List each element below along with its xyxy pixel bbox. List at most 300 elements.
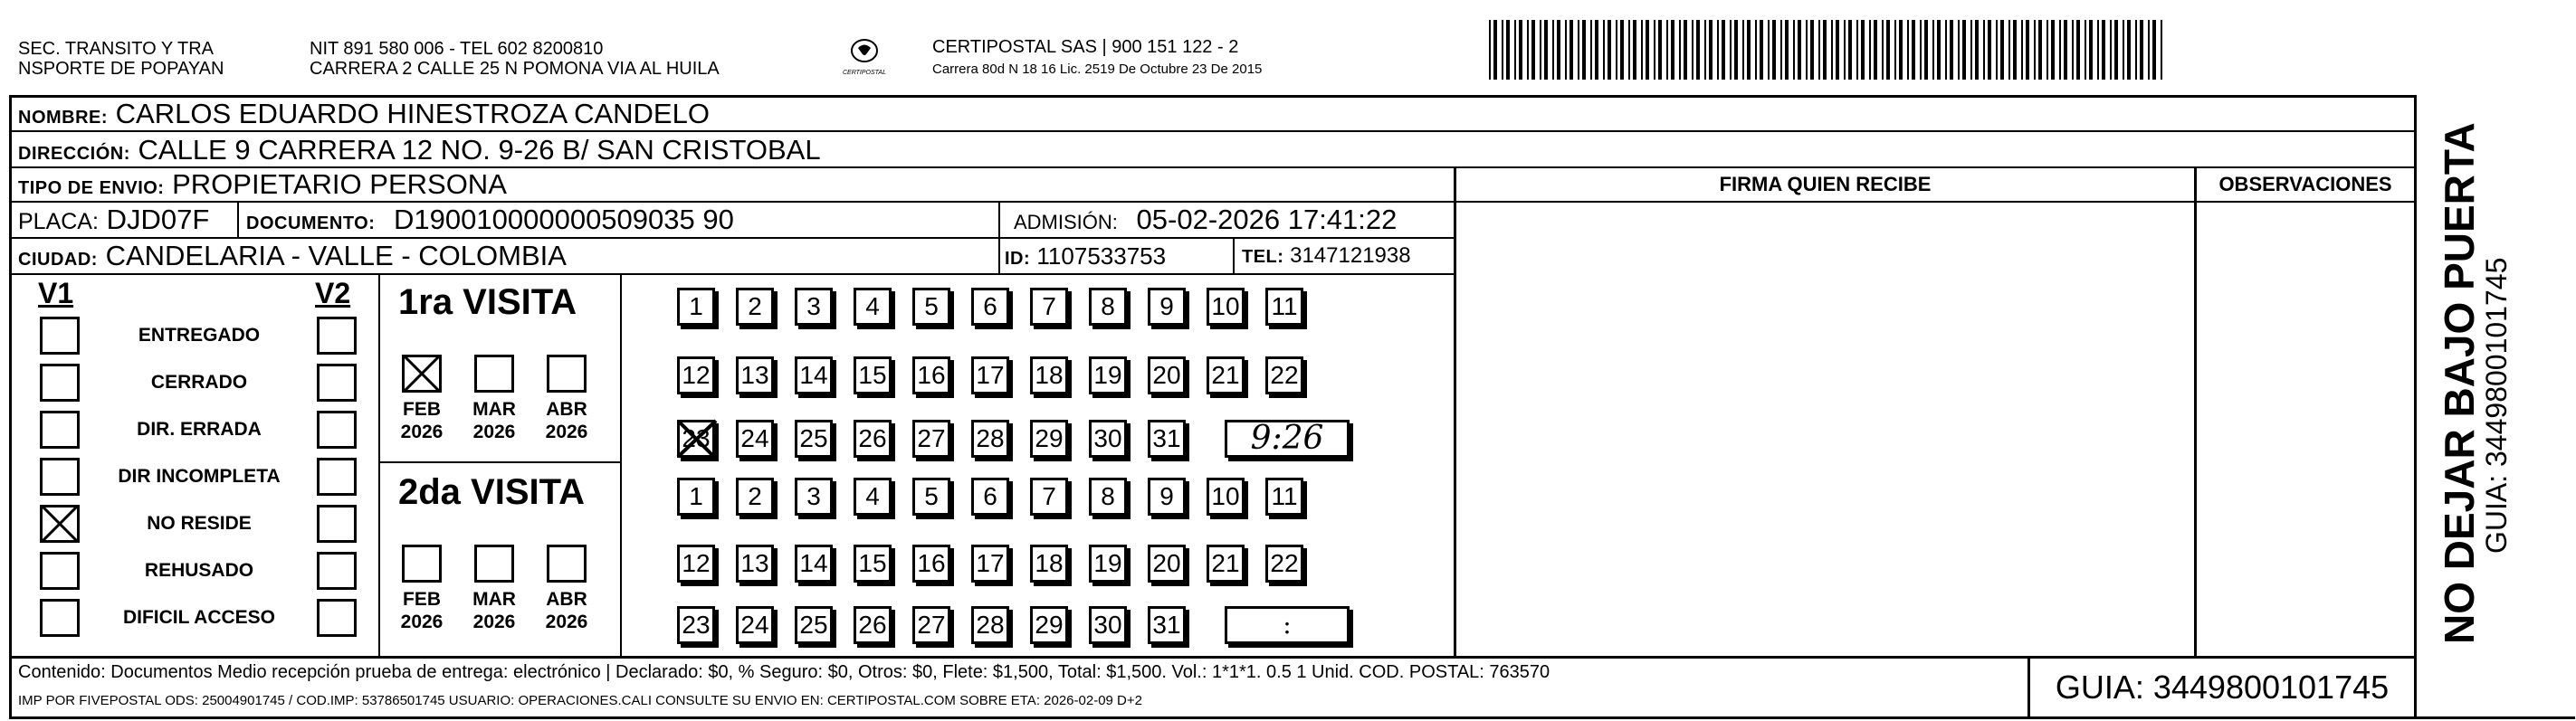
first-visit-day[interactable] bbox=[912, 356, 950, 394]
day-number: 5 bbox=[924, 292, 939, 320]
month-year: 2026 bbox=[472, 422, 516, 442]
day-number: 25 bbox=[799, 424, 828, 452]
recipient-phone: TEL: 3147121938 bbox=[1242, 243, 1411, 268]
admission-date: ADMISIÓN: 05-02-2026 17:41:22 bbox=[1014, 204, 1398, 235]
barcode-bar bbox=[1920, 20, 1922, 80]
day-number: 11 bbox=[1271, 292, 1298, 320]
day-number: 30 bbox=[1093, 424, 1122, 452]
sender-name-line2: NSPORTE DE POPAYAN bbox=[18, 59, 224, 79]
day-number: 16 bbox=[917, 361, 946, 389]
barcode-bar bbox=[1671, 20, 1674, 80]
signature-header: FIRMA QUIEN RECIBE bbox=[1719, 173, 1932, 195]
barcode-bar bbox=[1527, 20, 1529, 80]
barcode-bar bbox=[1704, 20, 1706, 80]
second-visit-day[interactable] bbox=[971, 606, 1009, 644]
v1-checkbox[interactable] bbox=[40, 364, 80, 402]
month-checkbox-mar[interactable] bbox=[474, 545, 514, 583]
barcode-bar bbox=[1506, 20, 1510, 80]
v2-checkbox[interactable] bbox=[317, 505, 357, 543]
day-number: 2 bbox=[748, 482, 762, 510]
month-name: MAR bbox=[472, 589, 516, 610]
recipient-city: CIUDAD: CANDELARIA - VALLE - COLOMBIA bbox=[18, 240, 567, 271]
barcode-bar bbox=[1793, 20, 1795, 80]
month-checkbox-abr[interactable] bbox=[547, 355, 587, 393]
barcode-bar bbox=[1996, 20, 1998, 80]
barcode-bar bbox=[1962, 20, 1966, 80]
barcode-bar bbox=[2013, 20, 2017, 80]
day-number: 18 bbox=[1035, 549, 1064, 577]
first-visit-day[interactable] bbox=[677, 288, 715, 326]
first-visit-day[interactable] bbox=[1207, 288, 1245, 326]
barcode-bar bbox=[2034, 20, 2036, 80]
day-number: 17 bbox=[976, 549, 1005, 577]
barcode-bar bbox=[1595, 20, 1598, 80]
first-visit-day[interactable] bbox=[1089, 288, 1127, 326]
barcode-bar bbox=[1531, 20, 1535, 80]
day-cross-mark bbox=[676, 419, 718, 460]
day-number: 31 bbox=[1152, 424, 1181, 452]
day-number: 1 bbox=[689, 292, 703, 320]
barcode-bar bbox=[2059, 20, 2061, 80]
month-year: 2026 bbox=[545, 422, 588, 442]
day-number: 14 bbox=[799, 361, 828, 389]
first-visit-day[interactable] bbox=[854, 288, 892, 326]
barcode-bar bbox=[1717, 20, 1719, 80]
v2-checkbox[interactable] bbox=[317, 552, 357, 590]
month-checkbox-feb[interactable] bbox=[402, 545, 442, 583]
day-number: 21 bbox=[1211, 361, 1240, 389]
barcode-bar bbox=[1836, 20, 1839, 80]
first-visit-day[interactable] bbox=[912, 420, 950, 458]
second-visit-day[interactable] bbox=[795, 606, 833, 644]
barcode-bar bbox=[1780, 20, 1782, 80]
print-info: IMP POR FIVEPOSTAL ODS: 25004901745 / COD.IMP: 53786501745 USUARIO: OPERACIONES.CALI CONSULTE SU ENVIO EN: CERTIPOSTAL.COM SOBRE ETA: 2026-02-09 D+2 bbox=[18, 693, 1142, 708]
first-visit-day[interactable] bbox=[912, 288, 950, 326]
day-number: 19 bbox=[1093, 361, 1122, 389]
day-number: 6 bbox=[983, 482, 997, 510]
day-number: 11 bbox=[1271, 482, 1298, 510]
barcode-bar bbox=[1856, 20, 1858, 80]
month-name: FEB bbox=[403, 589, 441, 610]
barcode-bar bbox=[1734, 20, 1738, 80]
first-visit-day[interactable] bbox=[736, 420, 774, 458]
barcode-bar bbox=[1582, 20, 1586, 80]
barcode-bar bbox=[1755, 20, 1757, 80]
month-year: 2026 bbox=[400, 422, 444, 442]
day-number: 28 bbox=[976, 424, 1005, 452]
second-visit-day[interactable] bbox=[1089, 606, 1127, 644]
day-number: 13 bbox=[740, 549, 769, 577]
barcode-bar bbox=[1932, 20, 1934, 80]
barcode bbox=[1489, 20, 2168, 80]
barcode-bar bbox=[2148, 20, 2150, 80]
second-visit-time[interactable]: : bbox=[1225, 606, 1350, 644]
carrier-line2: Carrera 80d N 18 16 Lic. 2519 De Octubre 23 De 2015 bbox=[932, 62, 1263, 77]
barcode-bar bbox=[1493, 20, 1497, 80]
recipient-id: ID: 1107533753 bbox=[1005, 242, 1167, 270]
second-visit-day[interactable] bbox=[736, 545, 774, 583]
first-visit-time[interactable]: 9:26 bbox=[1225, 420, 1350, 458]
barcode-bar bbox=[1975, 20, 1979, 80]
barcode-bar bbox=[2021, 20, 2023, 80]
barcode-bar bbox=[1970, 20, 1972, 80]
barcode-bar bbox=[2161, 20, 2162, 80]
month-year: 2026 bbox=[472, 612, 516, 632]
day-number: 20 bbox=[1152, 361, 1181, 389]
second-visit-day[interactable] bbox=[971, 478, 1009, 516]
day-number: 10 bbox=[1211, 482, 1240, 510]
first-visit-day[interactable] bbox=[1207, 356, 1245, 394]
month-label bbox=[467, 588, 521, 633]
day-number: 16 bbox=[917, 549, 946, 577]
barcode-bar bbox=[2127, 20, 2131, 80]
barcode-bar bbox=[1742, 20, 1744, 80]
second-visit-day[interactable] bbox=[854, 545, 892, 583]
status-label: DIFICIL ACCESO bbox=[122, 607, 275, 628]
barcode-bar bbox=[1692, 20, 1693, 80]
day-number: 9 bbox=[1159, 292, 1174, 320]
day-number: 8 bbox=[1101, 292, 1115, 320]
barcode-bar bbox=[1519, 20, 1522, 80]
barcode-bar bbox=[1848, 20, 1852, 80]
day-number: 18 bbox=[1035, 361, 1064, 389]
month-label bbox=[395, 588, 449, 633]
barcode-bar bbox=[1502, 20, 1503, 80]
month-name: ABR bbox=[546, 589, 587, 610]
first-visit-day[interactable] bbox=[1148, 420, 1186, 458]
barcode-bar bbox=[1747, 20, 1751, 80]
day-number: 26 bbox=[858, 424, 887, 452]
month-checkbox-feb[interactable] bbox=[402, 355, 442, 393]
second-visit-day[interactable] bbox=[971, 545, 1009, 583]
carrier-line1: CERTIPOSTAL SAS | 900 151 122 - 2 bbox=[932, 37, 1239, 57]
barcode-bar bbox=[1616, 20, 1617, 80]
barcode-bar bbox=[1684, 20, 1687, 80]
second-visit-day[interactable] bbox=[677, 545, 715, 583]
second-visit-day[interactable] bbox=[736, 478, 774, 516]
barcode-bar bbox=[1945, 20, 1947, 80]
day-number: 4 bbox=[865, 292, 880, 320]
barcode-bar bbox=[1654, 20, 1655, 80]
first-visit-day[interactable] bbox=[1148, 356, 1186, 394]
day-number: 27 bbox=[917, 611, 946, 639]
signature-area[interactable] bbox=[1456, 203, 2194, 656]
v1-checkbox[interactable] bbox=[40, 599, 80, 637]
day-number: 3 bbox=[806, 482, 821, 510]
first-visit-day[interactable] bbox=[971, 356, 1009, 394]
barcode-bar bbox=[1544, 20, 1548, 80]
barcode-bar bbox=[1785, 20, 1789, 80]
barcode-bar bbox=[1882, 20, 1884, 80]
second-visit-day[interactable] bbox=[677, 478, 715, 516]
barcode-bar bbox=[1620, 20, 1624, 80]
contents-summary: Contenido: Documentos Medio recepción prueba de entrega: electrónico | Declarado: $0, % Seguro: $0, Otros: $0, Flete: $1,500, Total: $1,500. Vol.: 1*1*1. 0.5 1 Unid. COD. POSTAL: 763570 bbox=[18, 662, 1550, 682]
barcode-bar bbox=[1722, 20, 1725, 80]
first-visit-day[interactable] bbox=[1265, 288, 1303, 326]
first-visit-day[interactable] bbox=[677, 420, 715, 458]
barcode-bar bbox=[1628, 20, 1630, 80]
day-number: 12 bbox=[682, 361, 711, 389]
barcode-bar bbox=[2064, 20, 2067, 80]
barcode-bar bbox=[1950, 20, 1953, 80]
first-visit-day[interactable] bbox=[1148, 288, 1186, 326]
second-visit-day[interactable] bbox=[1148, 606, 1186, 644]
barcode-bar bbox=[1608, 20, 1611, 80]
day-number: 6 bbox=[983, 292, 997, 320]
barcode-bar bbox=[1899, 20, 1903, 80]
first-visit-day[interactable] bbox=[854, 356, 892, 394]
day-number: 25 bbox=[799, 611, 828, 639]
first-visit-day[interactable] bbox=[854, 420, 892, 458]
second-visit-day[interactable] bbox=[1207, 478, 1245, 516]
barcode-bar bbox=[1798, 20, 1801, 80]
status-label: ENTREGADO bbox=[138, 325, 261, 346]
barcode-bar bbox=[1810, 20, 1814, 80]
v1-checkbox[interactable] bbox=[40, 458, 80, 496]
sender-info-line1: NIT 891 580 006 - TEL 602 8200810 bbox=[310, 39, 604, 59]
month-year: 2026 bbox=[400, 612, 444, 632]
day-number: 1 bbox=[689, 482, 703, 510]
status-label: DIR INCOMPLETA bbox=[118, 466, 281, 487]
v1-checkbox[interactable] bbox=[40, 317, 80, 355]
barcode-bar bbox=[2072, 20, 2074, 80]
month-checkbox-abr[interactable] bbox=[547, 545, 587, 583]
day-number: 27 bbox=[917, 424, 946, 452]
tracking-number-box: GUIA: 3449800101745 bbox=[2055, 669, 2390, 706]
barcode-bar bbox=[1730, 20, 1732, 80]
day-number: 10 bbox=[1211, 292, 1240, 320]
observations-header: OBSERVACIONES bbox=[2218, 173, 2392, 195]
second-visit-day[interactable] bbox=[1030, 478, 1068, 516]
barcode-bar bbox=[2114, 20, 2118, 80]
barcode-bar bbox=[1590, 20, 1592, 80]
second-visit-day[interactable] bbox=[795, 478, 833, 516]
day-number: 22 bbox=[1270, 361, 1299, 389]
second-visit-day[interactable] bbox=[1089, 545, 1127, 583]
day-number: 24 bbox=[740, 611, 769, 639]
v1-checkbox[interactable] bbox=[40, 552, 80, 590]
barcode-bar bbox=[1646, 20, 1649, 80]
first-visit-day[interactable] bbox=[1030, 420, 1068, 458]
second-visit-day[interactable] bbox=[1148, 545, 1186, 583]
day-number: 2 bbox=[748, 292, 762, 320]
barcode-bar bbox=[2123, 20, 2124, 80]
first-visit-day[interactable] bbox=[795, 288, 833, 326]
day-number: 24 bbox=[740, 424, 769, 452]
status-label: NO RESIDE bbox=[147, 513, 252, 534]
barcode-bar bbox=[1886, 20, 1890, 80]
sender-info-line2: CARRERA 2 CALLE 25 N POMONA VIA AL HUILA bbox=[310, 59, 720, 79]
barcode-bar bbox=[1912, 20, 1915, 80]
shipment-type: TIPO DE ENVIO: PROPIETARIO PERSONA bbox=[18, 168, 507, 200]
barcode-bar bbox=[1818, 20, 1820, 80]
day-number: 7 bbox=[1042, 292, 1056, 320]
day-number: 22 bbox=[1270, 549, 1299, 577]
barcode-bar bbox=[1772, 20, 1776, 80]
second-visit-day[interactable] bbox=[795, 545, 833, 583]
barcode-bar bbox=[1514, 20, 1516, 80]
barcode-bar bbox=[1696, 20, 1700, 80]
first-visit-day[interactable] bbox=[736, 356, 774, 394]
barcode-bar bbox=[1633, 20, 1636, 80]
barcode-bar bbox=[1557, 20, 1560, 80]
barcode-bar bbox=[1679, 20, 1681, 80]
first-visit-day[interactable] bbox=[971, 288, 1009, 326]
status-label: REHUSADO bbox=[144, 560, 254, 581]
barcode-bar bbox=[1823, 20, 1827, 80]
day-number: 17 bbox=[976, 361, 1005, 389]
barcode-bar bbox=[2026, 20, 2029, 80]
day-number: 5 bbox=[924, 482, 939, 510]
day-number: 30 bbox=[1093, 611, 1122, 639]
second-visit-day[interactable] bbox=[854, 606, 892, 644]
day-number: 23 bbox=[682, 424, 711, 452]
v2-checkbox[interactable] bbox=[317, 364, 357, 402]
barcode-bar bbox=[2046, 20, 2048, 80]
barcode-bar bbox=[1658, 20, 1662, 80]
v1-checkbox[interactable] bbox=[40, 411, 80, 449]
v2-checkbox[interactable] bbox=[317, 599, 357, 637]
first-visit-day[interactable] bbox=[1089, 420, 1127, 458]
barcode-bar bbox=[2038, 20, 2042, 80]
day-number: 15 bbox=[858, 549, 887, 577]
v1-checkbox[interactable] bbox=[40, 505, 80, 543]
second-visit-day[interactable] bbox=[1265, 478, 1303, 516]
barcode-bar bbox=[1806, 20, 1808, 80]
barcode-bar bbox=[1565, 20, 1567, 80]
day-number: 28 bbox=[976, 611, 1005, 639]
day-number: 29 bbox=[1035, 424, 1064, 452]
second-visit-day[interactable] bbox=[912, 545, 950, 583]
day-number: 19 bbox=[1093, 549, 1122, 577]
barcode-bar bbox=[1924, 20, 1928, 80]
second-visit-day[interactable] bbox=[912, 606, 950, 644]
month-label bbox=[539, 398, 594, 443]
barcode-bar bbox=[1709, 20, 1713, 80]
barcode-bar bbox=[2089, 20, 2093, 80]
day-number: 14 bbox=[799, 549, 828, 577]
status-label: DIR. ERRADA bbox=[137, 419, 262, 440]
second-visit-day[interactable] bbox=[1089, 478, 1127, 516]
barcode-bar bbox=[2102, 20, 2105, 80]
barcode-bar bbox=[2076, 20, 2080, 80]
v1-header: V1 bbox=[38, 277, 74, 309]
barcode-bar bbox=[2008, 20, 2010, 80]
barcode-bar bbox=[1844, 20, 1846, 80]
first-visit-day[interactable] bbox=[1030, 356, 1068, 394]
first-visit-day[interactable] bbox=[1265, 356, 1303, 394]
day-number: 31 bbox=[1152, 611, 1181, 639]
day-number: 12 bbox=[682, 549, 711, 577]
barcode-bar bbox=[2152, 20, 2156, 80]
first-visit-day[interactable] bbox=[677, 356, 715, 394]
barcode-bar bbox=[2000, 20, 2004, 80]
month-label bbox=[539, 588, 594, 633]
barcode-bar bbox=[1569, 20, 1573, 80]
day-number: 26 bbox=[858, 611, 887, 639]
month-checkbox-mar[interactable] bbox=[474, 355, 514, 393]
first-visit-day[interactable] bbox=[795, 356, 833, 394]
second-visit-day[interactable] bbox=[1030, 545, 1068, 583]
barcode-bar bbox=[2140, 20, 2143, 80]
second-visit-day[interactable] bbox=[912, 478, 950, 516]
second-visit-day[interactable] bbox=[736, 606, 774, 644]
barcode-bar bbox=[1937, 20, 1941, 80]
first-visit-day[interactable] bbox=[1089, 356, 1127, 394]
barcode-bar bbox=[1988, 20, 1991, 80]
barcode-bar bbox=[1489, 20, 1491, 80]
first-visit-day[interactable] bbox=[736, 288, 774, 326]
no-leave-under-door-notice: NO DEJAR BAJO PUERTA bbox=[2436, 122, 2483, 644]
first-visit-day[interactable] bbox=[1030, 288, 1068, 326]
day-number: 21 bbox=[1211, 549, 1240, 577]
barcode-bar bbox=[1666, 20, 1668, 80]
barcode-bar bbox=[2110, 20, 2112, 80]
v2-checkbox[interactable] bbox=[317, 411, 357, 449]
recipient-name: NOMBRE: CARLOS EDUARDO HINESTROZA CANDELO bbox=[18, 98, 710, 129]
first-visit-day[interactable] bbox=[971, 420, 1009, 458]
certipostal-logo-icon bbox=[836, 34, 892, 80]
month-name: ABR bbox=[546, 399, 587, 420]
barcode-bar bbox=[2051, 20, 2055, 80]
second-visit-day[interactable] bbox=[1030, 606, 1068, 644]
barcode-bar bbox=[1874, 20, 1877, 80]
vehicle-plate: PLACA: DJD07F bbox=[18, 204, 210, 235]
barcode-bar bbox=[1958, 20, 1960, 80]
month-year: 2026 bbox=[545, 612, 588, 632]
recipient-address: DIRECCIÓN: CALLE 9 CARRERA 12 NO. 9-26 B/ SAN CRISTOBAL bbox=[18, 134, 821, 166]
second-visit-day[interactable] bbox=[1207, 545, 1245, 583]
second-visit-day[interactable] bbox=[1265, 545, 1303, 583]
second-visit-day[interactable] bbox=[677, 606, 715, 644]
barcode-bar bbox=[1578, 20, 1579, 80]
sender-name-line1: SEC. TRANSITO Y TRA bbox=[18, 39, 214, 59]
day-number: 23 bbox=[682, 611, 711, 639]
first-visit-day[interactable] bbox=[795, 420, 833, 458]
barcode-bar bbox=[1861, 20, 1865, 80]
month-name: FEB bbox=[403, 399, 441, 420]
second-visit-day[interactable] bbox=[1148, 478, 1186, 516]
barcode-bar bbox=[2085, 20, 2086, 80]
day-number: 7 bbox=[1042, 482, 1056, 510]
barcode-bar bbox=[1641, 20, 1643, 80]
first-visit-title: 1ra VISITA bbox=[398, 282, 577, 322]
side-tracking-number: GUIA: 3449800101745 bbox=[2480, 257, 2513, 554]
barcode-bar bbox=[1831, 20, 1833, 80]
day-number: 15 bbox=[858, 361, 887, 389]
day-number: 13 bbox=[740, 361, 769, 389]
barcode-bar bbox=[1983, 20, 1985, 80]
barcode-bar bbox=[1552, 20, 1554, 80]
barcode-bar bbox=[1760, 20, 1763, 80]
day-number: 4 bbox=[865, 482, 880, 510]
day-number: 3 bbox=[806, 292, 821, 320]
day-number: 8 bbox=[1101, 482, 1115, 510]
barcode-bar bbox=[1768, 20, 1770, 80]
month-label bbox=[395, 398, 449, 443]
barcode-bar bbox=[1894, 20, 1896, 80]
observations-area[interactable] bbox=[2197, 203, 2414, 656]
barcode-bar bbox=[1603, 20, 1605, 80]
svg-text:CERTIPOSTAL: CERTIPOSTAL bbox=[843, 70, 886, 76]
v2-checkbox[interactable] bbox=[317, 458, 357, 496]
day-number: 20 bbox=[1152, 549, 1181, 577]
status-label: CERRADO bbox=[150, 372, 248, 393]
barcode-bar bbox=[1869, 20, 1871, 80]
v2-checkbox[interactable] bbox=[317, 317, 357, 355]
document-number: DOCUMENTO: D190010000000509035 90 bbox=[246, 204, 734, 235]
second-visit-day[interactable] bbox=[854, 478, 892, 516]
